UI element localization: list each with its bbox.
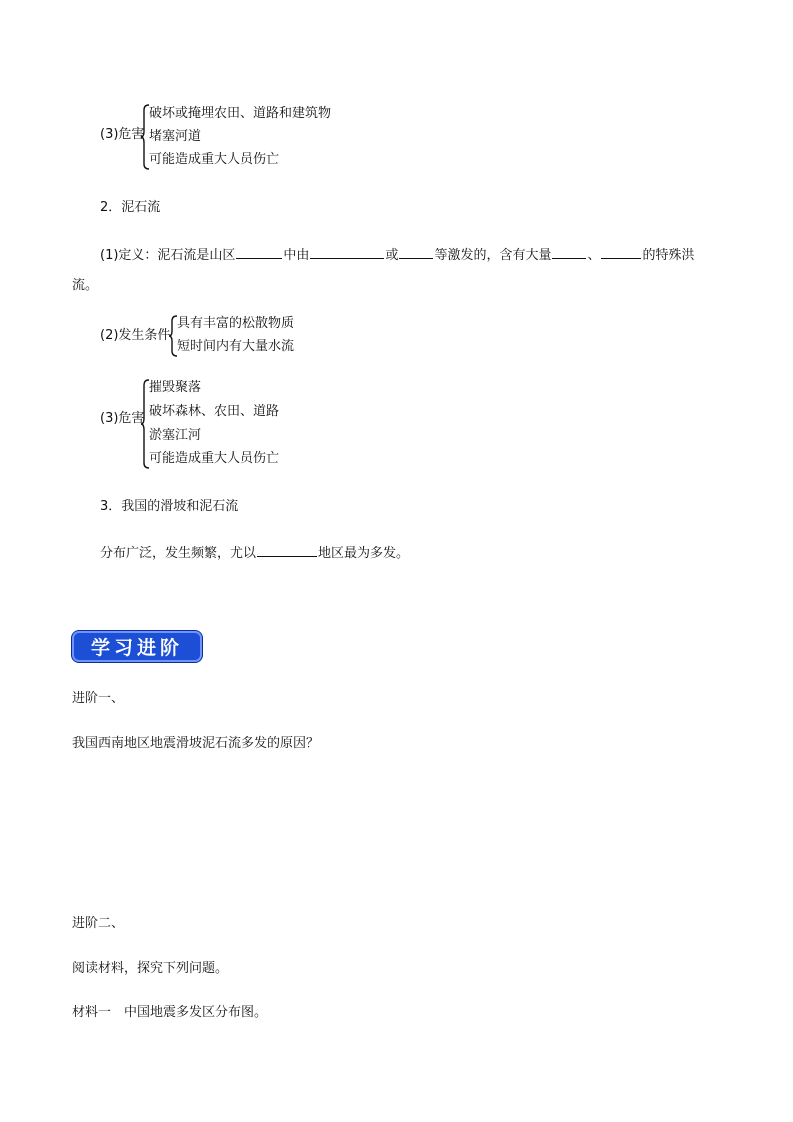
definition-text: 中由 (283, 248, 310, 263)
landslide-harm-item: 堵塞河道 (149, 129, 202, 144)
debris-harm-item: 可能造成重大人员伤亡 (149, 451, 280, 466)
china-distribution (100, 542, 409, 564)
definition-text: (1)定义：泥石流是山区 (100, 248, 236, 263)
fill-blank[interactable] (601, 244, 641, 259)
definition-text: 等激发的，含有大量 (434, 248, 552, 263)
advanced1-question: 我国西南地区地震滑坡泥石流多发的原因？ (72, 736, 320, 751)
definition-text: 的特殊洪 (642, 248, 695, 263)
fill-blank[interactable] (399, 244, 433, 259)
fill-blank[interactable] (310, 244, 384, 259)
conditions-label: (2)发生条件 (100, 328, 171, 343)
debris-harm-item: 摧毁聚落 (149, 380, 202, 395)
advanced2-instruction: 阅读材料，探究下列问题。 (72, 961, 229, 976)
china-text: 地区最为多发。 (318, 546, 410, 561)
landslide-harm-label: (3)危害 (100, 127, 145, 142)
condition-item: 短时间内有大量水流 (177, 339, 295, 354)
china-text: 分布广泛，发生频繁，尤以 (100, 546, 257, 561)
debris-harm-item: 淤塞江河 (149, 428, 202, 443)
section-badge: 学习进阶 (72, 631, 202, 662)
debris-flow-definition (100, 244, 695, 266)
debris-harm-item: 破坏森林、农田、道路 (149, 404, 280, 419)
definition-text: 或 (385, 248, 399, 263)
condition-item: 具有丰富的松散物质 (177, 316, 295, 331)
debris-harm-label: (3)危害 (100, 411, 145, 426)
china-heading: 3．我国的滑坡和泥石流 (100, 499, 239, 514)
material1-caption: 材料一 中国地震多发区分布图。 (72, 1005, 268, 1020)
definition-text: 、 (587, 248, 601, 263)
advanced1-title: 进阶一、 (72, 691, 125, 706)
landslide-harm-item: 破坏或掩埋农田、道路和建筑物 (149, 106, 332, 121)
fill-blank[interactable] (236, 244, 282, 259)
fill-blank[interactable] (257, 542, 317, 557)
definition-continuation: 流。 (72, 278, 99, 293)
landslide-harm-item: 可能造成重大人员伤亡 (149, 152, 280, 167)
advanced2-title: 进阶二、 (72, 916, 125, 931)
debris-flow-heading: 2．泥石流 (100, 200, 161, 215)
fill-blank[interactable] (552, 244, 586, 259)
